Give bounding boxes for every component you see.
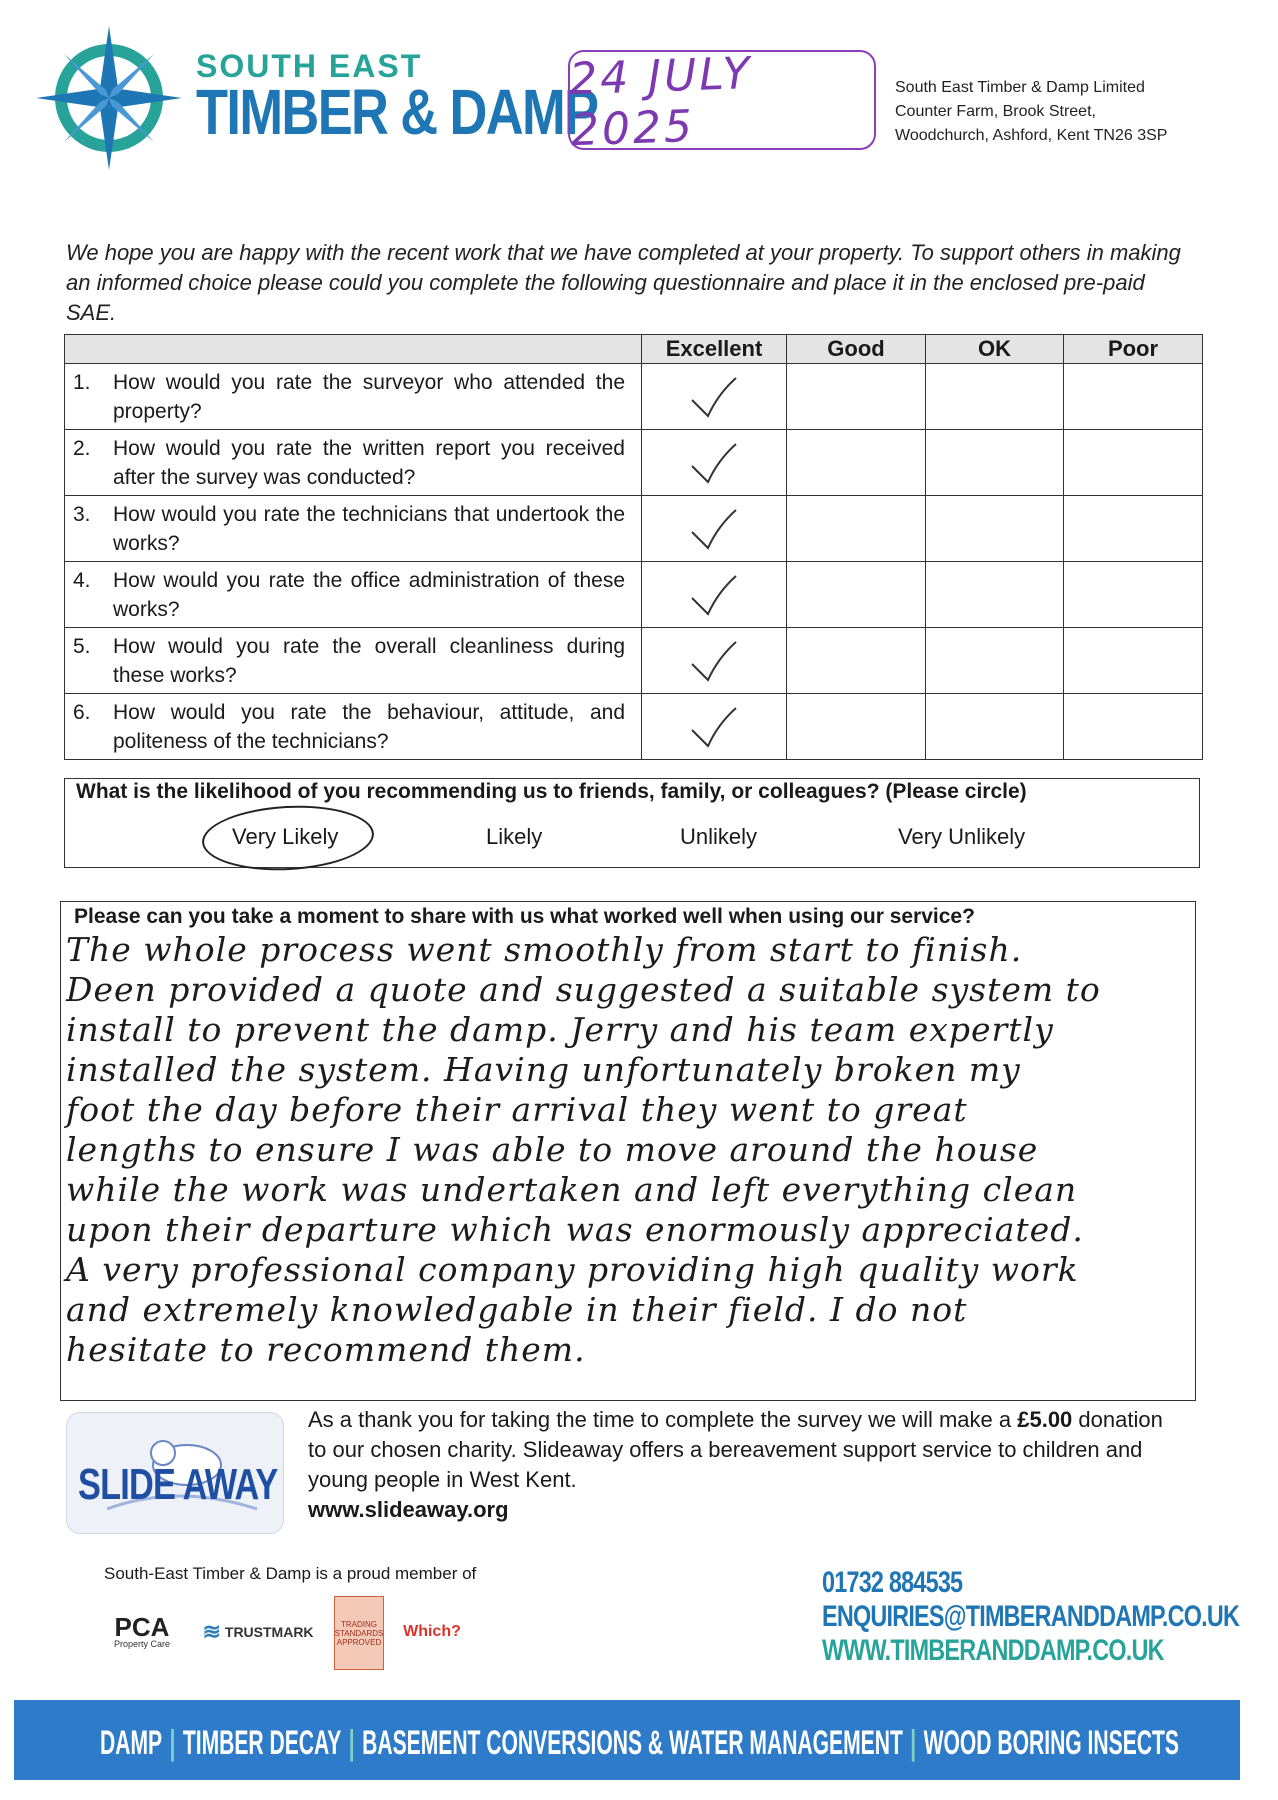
rating-cell-ok[interactable] xyxy=(926,694,1064,760)
pca-badge xyxy=(104,1596,180,1668)
rating-cell-ok[interactable] xyxy=(926,562,1064,628)
feedback-line: Deen provided a quote and suggested a suitable system to xyxy=(66,970,1101,1009)
rating-cell-good[interactable] xyxy=(787,430,926,496)
question-number: 1. xyxy=(73,370,91,394)
footer-item: DAMP xyxy=(100,1724,163,1762)
rating-row xyxy=(65,628,1203,694)
contact-website[interactable]: WWW.TIMBERANDDAMP.CO.UK xyxy=(822,1634,1164,1667)
option-very-unlikely[interactable]: Very Unlikely xyxy=(898,824,1026,849)
compass-star-logo-icon xyxy=(34,24,184,172)
rating-row xyxy=(65,430,1203,496)
question-text: How would you rate the surveyor who attended the property? xyxy=(113,370,625,423)
rating-cell-ok[interactable] xyxy=(926,430,1064,496)
checkmark-icon xyxy=(684,438,744,488)
rating-table xyxy=(64,334,1203,760)
question-cell xyxy=(65,430,642,496)
question-number: 3. xyxy=(73,502,91,526)
option-unlikely[interactable]: Unlikely xyxy=(680,824,758,849)
question-cell xyxy=(65,694,642,760)
rating-cell-excellent[interactable] xyxy=(642,496,787,562)
charity-paragraph xyxy=(308,1405,1178,1525)
feedback-question: Please can you take a moment to share with us what worked well when using our service? xyxy=(74,905,975,928)
rating-cell-good[interactable] xyxy=(787,694,926,760)
question-cell xyxy=(65,562,642,628)
company-address xyxy=(895,76,1167,148)
pca-text: PCA xyxy=(114,1612,170,1642)
recommend-question: What is the likelihood of you recommending us to friends, family, or colleagues? (Please circle) xyxy=(76,780,1027,803)
rating-cell-poor[interactable] xyxy=(1064,364,1203,430)
charity-text-after: donation to our chosen charity. Slideaway offers a bereavement support service to children and young people in West Kent. xyxy=(308,1407,1163,1492)
footer-separator: | xyxy=(169,1724,176,1762)
col-poor: Poor xyxy=(1064,335,1203,364)
trustmark-icon: ≋ xyxy=(202,1619,221,1644)
rating-cell-good[interactable] xyxy=(787,496,926,562)
feedback-line: hesitate to recommend them. xyxy=(66,1330,586,1369)
trading-standards-badge: TRADING STANDARDS APPROVED xyxy=(334,1596,384,1670)
address-line: South East Timber & Damp Limited xyxy=(895,79,1145,96)
question-cell xyxy=(65,496,642,562)
rating-cell-excellent[interactable] xyxy=(642,430,787,496)
question-number: 6. xyxy=(73,700,91,724)
address-line: Woodchurch, Ashford, Kent TN26 3SP xyxy=(895,127,1168,144)
question-text: How would you rate the written report you received after the survey was conducted? xyxy=(113,436,625,489)
rating-cell-poor[interactable] xyxy=(1064,694,1203,760)
rating-row xyxy=(65,694,1203,760)
feedback-line: A very professional company providing high quality work xyxy=(66,1250,1079,1289)
pca-subtext: Property Care xyxy=(113,1639,171,1649)
rating-cell-poor[interactable] xyxy=(1064,562,1203,628)
rating-cell-excellent[interactable] xyxy=(642,628,787,694)
rating-cell-poor[interactable] xyxy=(1064,628,1203,694)
option-very-likely[interactable]: Very Likely xyxy=(232,824,339,849)
rating-cell-good[interactable] xyxy=(787,562,926,628)
rating-cell-good[interactable] xyxy=(787,364,926,430)
feedback-line: The whole process went smoothly from start to finish. xyxy=(66,930,1023,969)
rating-row xyxy=(65,364,1203,430)
col-good: Good xyxy=(787,335,926,364)
feedback-line: install to prevent the damp. Jerry and his team expertly xyxy=(66,1010,1054,1049)
charity-text-before: As a thank you for taking the time to complete the survey we will make a xyxy=(308,1407,1012,1432)
footer-separator: | xyxy=(348,1724,355,1762)
brand-line-2: TIMBER & DAMP xyxy=(196,76,598,148)
col-ok: OK xyxy=(926,335,1064,364)
charity-url-link[interactable]: www.slideaway.org xyxy=(308,1497,509,1522)
footer-item: WOOD BORING INSECTS xyxy=(923,1724,1179,1762)
question-number: 5. xyxy=(73,634,91,658)
slideaway-logo-text: SLIDE AWAY xyxy=(78,1460,278,1509)
question-cell xyxy=(65,628,642,694)
checkmark-icon xyxy=(684,636,744,686)
contact-phone[interactable]: 01732 884535 xyxy=(822,1566,963,1599)
which-trusted-trader-badge: Which? xyxy=(403,1623,461,1640)
rating-header-row xyxy=(65,335,1203,364)
rating-cell-ok[interactable] xyxy=(926,496,1064,562)
col-excellent: Excellent xyxy=(642,335,787,364)
handwritten-date: 24 JULY 2025 xyxy=(568,47,754,157)
intro-paragraph: We hope you are happy with the recent work that we have completed at your property. To support others in making an informed choice please could you complete the following questionnaire and place it in the enclosed pre-paid SAE. xyxy=(66,240,1181,325)
trustmark-badge xyxy=(188,1596,328,1668)
brand-line-1: SOUTH EAST xyxy=(196,48,423,84)
footer-item: BASEMENT CONVERSIONS & WATER MANAGEMENT xyxy=(362,1724,903,1762)
rating-row xyxy=(65,562,1203,628)
member-label: South-East Timber & Damp is a proud member of xyxy=(104,1564,477,1583)
rating-cell-excellent[interactable] xyxy=(642,694,787,760)
rating-cell-excellent[interactable] xyxy=(642,364,787,430)
checkmark-icon xyxy=(684,702,744,752)
question-cell xyxy=(65,364,642,430)
header-blank xyxy=(65,335,642,364)
feedback-line: installed the system. Having unfortunately broken my xyxy=(66,1050,1021,1089)
feedback-line: and extremely knowledgable in their field. I do not xyxy=(66,1290,968,1329)
rating-cell-ok[interactable] xyxy=(926,364,1064,430)
rating-row xyxy=(65,496,1203,562)
date-stamp xyxy=(568,47,876,157)
handwritten-feedback[interactable] xyxy=(66,930,1196,1370)
footer-item: TIMBER DECAY xyxy=(182,1724,342,1762)
checkmark-icon xyxy=(684,570,744,620)
question-text: How would you rate the office administration of these works? xyxy=(113,568,625,621)
rating-cell-excellent[interactable] xyxy=(642,562,787,628)
contact-email[interactable]: ENQUIRIES@TIMBERANDDAMP.CO.UK xyxy=(822,1600,1240,1633)
donation-amount: £5.00 xyxy=(1017,1407,1073,1432)
question-number: 4. xyxy=(73,568,91,592)
feedback-line: foot the day before their arrival they went to great xyxy=(66,1090,968,1129)
footer-separator: | xyxy=(910,1724,917,1762)
rating-cell-poor[interactable] xyxy=(1064,496,1203,562)
checkmark-icon xyxy=(684,372,744,422)
feedback-line: while the work was undertaken and left everything clean xyxy=(66,1170,1078,1209)
rating-cell-good[interactable] xyxy=(787,628,926,694)
question-number: 2. xyxy=(73,436,91,460)
rating-cell-ok[interactable] xyxy=(926,628,1064,694)
rating-cell-poor[interactable] xyxy=(1064,430,1203,496)
option-likely[interactable]: Likely xyxy=(486,824,543,849)
trustmark-text: TRUSTMARK xyxy=(224,1624,314,1640)
feedback-line: upon their departure which was enormously appreciated. xyxy=(66,1210,1084,1249)
question-text: How would you rate the behaviour, attitude, and politeness of the technicians? xyxy=(113,700,625,753)
question-text: How would you rate the technicians that undertook the works? xyxy=(113,502,625,555)
footer-services xyxy=(100,1724,1179,1763)
checkmark-icon xyxy=(684,504,744,554)
feedback-line: lengths to ensure I was able to move around the house xyxy=(66,1130,1039,1169)
address-line: Counter Farm, Brook Street, xyxy=(895,103,1096,120)
question-text: How would you rate the overall cleanliness during these works? xyxy=(113,634,625,687)
